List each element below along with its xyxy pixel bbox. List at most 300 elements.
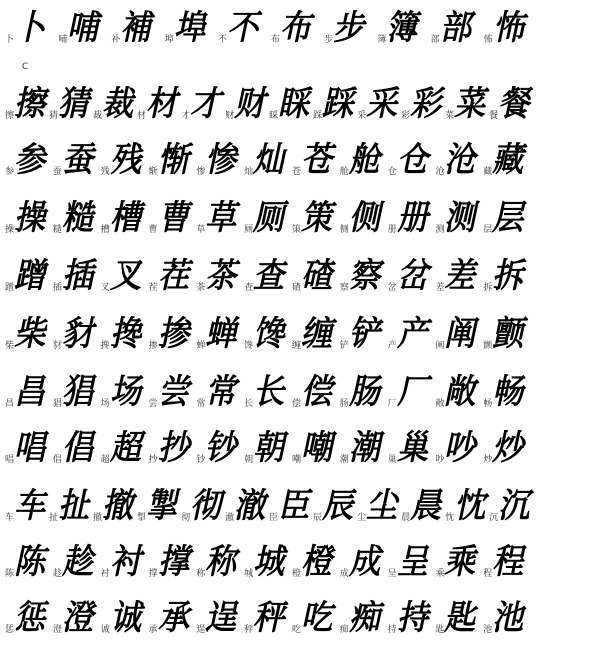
- cursive-char: 埠: [171, 8, 211, 48]
- cursive-char: 秤: [251, 598, 291, 638]
- cursive-char: 材: [144, 84, 183, 124]
- char-pair: [339, 140, 386, 180]
- char-pair: [387, 598, 434, 638]
- standard-char: 猜: [49, 111, 59, 121]
- char-pair: [291, 542, 338, 582]
- cursive-char: 偿: [299, 372, 338, 412]
- standard-char: 吵: [435, 455, 445, 465]
- standard-char: 池: [483, 625, 493, 635]
- char-pair: [4, 486, 51, 526]
- char-pair: [482, 140, 530, 180]
- standard-char: 蝉: [196, 341, 206, 351]
- standard-char: 豺: [52, 341, 62, 351]
- cursive-char: 巢: [394, 428, 434, 468]
- standard-char: 潮: [339, 455, 349, 465]
- standard-char: 澈: [225, 513, 235, 523]
- char-pair: [400, 84, 448, 124]
- standard-char: 程: [483, 569, 493, 579]
- cursive-char: 尘: [364, 486, 404, 526]
- standard-char: 裁: [93, 111, 103, 121]
- char-pair: [339, 256, 386, 296]
- cursive-char: 插: [59, 256, 99, 296]
- cursive-char: 不: [224, 8, 264, 48]
- char-pair: [291, 140, 338, 180]
- standard-char: 阐: [435, 341, 445, 351]
- char-pair: [387, 198, 434, 238]
- cursive-char: 厕: [251, 198, 291, 238]
- cursive-char: 睬: [276, 84, 316, 124]
- char-pair: [100, 428, 147, 468]
- cursive-char: 呈: [394, 542, 434, 582]
- standard-char: 卜: [5, 35, 15, 45]
- char-pair: [52, 140, 99, 180]
- standard-char: 乘: [435, 569, 445, 579]
- standard-char: 昌: [5, 399, 15, 409]
- cursive-char: 层: [490, 198, 530, 238]
- char-pair: [488, 486, 536, 526]
- standard-char: 仓: [387, 167, 397, 177]
- standard-char: 常: [196, 399, 206, 409]
- cursive-char: 草: [203, 198, 243, 238]
- standard-char: 长: [244, 399, 254, 409]
- char-pair: [195, 140, 243, 180]
- cursive-char: 程: [490, 542, 530, 582]
- standard-char: 诚: [100, 625, 110, 635]
- cursive-char: 痴: [346, 598, 386, 638]
- standard-char: 超: [100, 455, 110, 465]
- standard-char: 掣: [137, 513, 147, 523]
- standard-char: 沧: [435, 167, 445, 177]
- standard-char: 查: [244, 283, 254, 293]
- cursive-char: 仓: [394, 140, 434, 180]
- char-pair: [224, 486, 272, 526]
- char-pair: [52, 198, 99, 238]
- cursive-char: 猖: [59, 372, 99, 412]
- cursive-char: 茶: [203, 256, 243, 296]
- standard-char: 策: [291, 225, 301, 235]
- char-pair: [147, 198, 195, 238]
- standard-char: 槽: [100, 225, 110, 235]
- standard-char: 巢: [387, 455, 397, 465]
- char-row: [4, 76, 598, 124]
- char-pair: [312, 84, 360, 124]
- cursive-char: 惩: [12, 598, 51, 638]
- cursive-char: 舱: [346, 140, 386, 180]
- standard-char: 晨: [401, 513, 411, 523]
- standard-char: 厂: [387, 399, 397, 409]
- char-pair: [482, 256, 530, 296]
- standard-char: 草: [196, 225, 206, 235]
- standard-char: 舱: [339, 167, 349, 177]
- char-pair: [434, 428, 482, 468]
- cursive-char: 部: [437, 8, 477, 48]
- char-pair: [434, 140, 482, 180]
- char-pair: [100, 598, 147, 638]
- cursive-char: 掺: [155, 314, 195, 354]
- char-pair: [4, 256, 51, 296]
- char-pair: [136, 486, 183, 526]
- cursive-char: 補: [118, 8, 158, 48]
- cursive-char: 叉: [107, 256, 147, 296]
- char-pair: [483, 8, 530, 48]
- char-pair: [339, 372, 386, 412]
- char-pair: [100, 256, 147, 296]
- char-pair: [195, 542, 243, 582]
- char-pair: [243, 598, 291, 638]
- standard-char: 布: [271, 35, 281, 45]
- char-pair: [323, 8, 371, 48]
- cursive-char: 岔: [394, 256, 434, 296]
- char-pair: [482, 198, 530, 238]
- standard-char: 苍: [291, 167, 301, 177]
- cursive-char: 残: [107, 140, 147, 180]
- cursive-char: 藏: [490, 140, 530, 180]
- standard-char: 衬: [100, 569, 110, 579]
- standard-char: 掺: [148, 341, 158, 351]
- cursive-char: 衬: [107, 542, 147, 582]
- char-pair: [147, 140, 195, 180]
- char-pair: [52, 598, 99, 638]
- cursive-char: 沉: [496, 486, 536, 526]
- char-pair: [243, 256, 291, 296]
- standard-char: 不: [217, 35, 227, 45]
- cursive-char: 撤: [100, 486, 139, 526]
- cursive-char: 猜: [56, 84, 95, 124]
- char-pair: [356, 486, 404, 526]
- cursive-char: 吵: [442, 428, 482, 468]
- standard-char: 测: [435, 225, 445, 235]
- cursive-char: 畅: [490, 372, 530, 412]
- standard-char: 才: [181, 111, 191, 121]
- standard-char: 澄: [52, 625, 62, 635]
- cursive-char: 蝉: [203, 314, 243, 354]
- cursive-char: 持: [394, 598, 434, 638]
- standard-char: 橙: [291, 569, 301, 579]
- standard-char: 嘲: [291, 455, 301, 465]
- standard-char: 哺: [58, 35, 68, 45]
- char-pair: [4, 314, 51, 354]
- char-pair: [434, 372, 482, 412]
- char-pair: [195, 256, 243, 296]
- char-pair: [100, 542, 147, 582]
- char-pair: [195, 314, 243, 354]
- char-pair: [92, 486, 139, 526]
- cursive-char: 肠: [346, 372, 386, 412]
- standard-char: 颤: [483, 341, 493, 351]
- cursive-char: 陈: [12, 542, 51, 582]
- cursive-char: 嘲: [299, 428, 338, 468]
- cursive-char: 尝: [155, 372, 195, 412]
- cursive-char: 参: [12, 140, 51, 180]
- standard-char: 步: [324, 35, 334, 45]
- standard-char: 茬: [148, 283, 158, 293]
- cursive-char: 厂: [394, 372, 434, 412]
- char-pair: [430, 8, 477, 48]
- cursive-char: 承: [155, 598, 195, 638]
- char-pair: [147, 598, 195, 638]
- char-pair: [4, 428, 51, 468]
- char-pair: [482, 428, 530, 468]
- cursive-char: 昌: [12, 372, 51, 412]
- cursive-char: 哺: [65, 8, 105, 48]
- char-pair: [52, 372, 99, 412]
- standard-char: 插: [52, 283, 62, 293]
- cursive-char: 唱: [12, 428, 51, 468]
- cursive-char: 敞: [442, 372, 482, 412]
- standard-char: 钞: [196, 455, 206, 465]
- char-pair: [52, 428, 99, 468]
- standard-char: 猖: [52, 399, 62, 409]
- char-pair: [268, 486, 316, 526]
- section-marker: C: [22, 62, 29, 72]
- cursive-char: 搀: [107, 314, 147, 354]
- standard-char: 彻: [181, 513, 191, 523]
- cursive-char: 茬: [155, 256, 195, 296]
- cursive-char: 逞: [203, 598, 243, 638]
- char-pair: [488, 84, 536, 124]
- char-pair: [243, 140, 291, 180]
- standard-char: 畅: [483, 399, 493, 409]
- cursive-char: 馋: [251, 314, 291, 354]
- standard-char: 餐: [489, 111, 499, 121]
- cursive-char: 趁: [59, 542, 99, 582]
- char-pair: [387, 542, 434, 582]
- cursive-char: 抄: [155, 428, 195, 468]
- char-pair: [52, 542, 99, 582]
- char-pair: [339, 198, 386, 238]
- standard-char: 肠: [339, 399, 349, 409]
- cursive-char: 忱: [452, 486, 492, 526]
- cursive-char: 称: [203, 542, 243, 582]
- standard-char: 痴: [339, 625, 349, 635]
- standard-char: 倡: [52, 455, 62, 465]
- char-pair: [4, 84, 51, 124]
- char-pair: [195, 428, 243, 468]
- char-pair: [147, 372, 195, 412]
- char-row: [4, 190, 598, 238]
- char-pair: [147, 428, 195, 468]
- char-pair: [180, 84, 228, 124]
- cursive-char: 倡: [59, 428, 99, 468]
- char-pair: [339, 542, 386, 582]
- char-pair: [4, 542, 51, 582]
- char-pair: [339, 428, 386, 468]
- standard-char: 撑: [148, 569, 158, 579]
- char-pair: [434, 542, 482, 582]
- standard-char: 糙: [52, 225, 62, 235]
- cursive-char: 策: [299, 198, 338, 238]
- char-pair: [291, 314, 338, 354]
- char-pair: [52, 256, 99, 296]
- char-pair: [339, 314, 386, 354]
- standard-char: 扯: [49, 513, 59, 523]
- cursive-char: 缠: [299, 314, 338, 354]
- cursive-char: 彻: [188, 486, 228, 526]
- cursive-char: 场: [107, 372, 147, 412]
- standard-char: 尘: [357, 513, 367, 523]
- char-pair: [4, 8, 51, 48]
- cursive-char: 布: [278, 8, 317, 48]
- standard-char: 采: [357, 111, 367, 121]
- cursive-char: 才: [188, 84, 228, 124]
- cursive-char: 苍: [299, 140, 338, 180]
- char-pair: [291, 372, 338, 412]
- char-pair: [434, 598, 482, 638]
- char-row: [4, 306, 598, 354]
- cursive-char: 长: [251, 372, 291, 412]
- cursive-char: 炒: [490, 428, 530, 468]
- standard-char: 城: [244, 569, 254, 579]
- char-pair: [4, 372, 51, 412]
- standard-char: 睬: [269, 111, 279, 121]
- cursive-char: 菜: [452, 84, 492, 124]
- standard-char: 残: [100, 167, 110, 177]
- standard-char: 成: [339, 569, 349, 579]
- cursive-char: 吃: [299, 598, 338, 638]
- standard-char: 藏: [483, 167, 493, 177]
- char-row: [4, 590, 598, 638]
- standard-char: 材: [137, 111, 147, 121]
- standard-char: 碴: [291, 283, 301, 293]
- char-row: [4, 534, 598, 582]
- cursive-char: 诚: [107, 598, 147, 638]
- char-pair: [147, 256, 195, 296]
- cursive-char: 匙: [442, 598, 482, 638]
- cursive-char: 掣: [144, 486, 183, 526]
- cursive-char: 簿: [384, 8, 424, 48]
- cursive-char: 成: [346, 542, 386, 582]
- standard-char: 部: [430, 35, 440, 45]
- char-pair: [270, 8, 317, 48]
- char-pair: [48, 84, 95, 124]
- cursive-char: 铲: [346, 314, 386, 354]
- char-pair: [243, 198, 291, 238]
- char-pair: [312, 486, 360, 526]
- char-pair: [52, 314, 99, 354]
- standard-char: 蚕: [52, 167, 62, 177]
- char-pair: [4, 598, 51, 638]
- char-pair: [243, 428, 291, 468]
- char-pair: [376, 8, 424, 48]
- standard-char: 惨: [196, 167, 206, 177]
- cursive-char: 怖: [490, 8, 530, 48]
- standard-char: 偿: [291, 399, 301, 409]
- char-pair: [268, 84, 316, 124]
- standard-char: 趁: [52, 569, 62, 579]
- cursive-char: 操: [12, 198, 51, 238]
- cursive-char: 步: [331, 8, 371, 48]
- char-row: [4, 248, 598, 296]
- cursive-char: 彩: [408, 84, 448, 124]
- standard-char: 炒: [483, 455, 493, 465]
- cursive-char: 晨: [408, 486, 448, 526]
- char-pair: [243, 372, 291, 412]
- cursive-char: 蹭: [12, 256, 51, 296]
- cursive-char: 财: [232, 84, 272, 124]
- standard-char: 搀: [100, 341, 110, 351]
- cursive-char: 灿: [251, 140, 291, 180]
- char-pair: [4, 198, 51, 238]
- standard-char: 产: [387, 341, 397, 351]
- char-pair: [387, 314, 434, 354]
- char-pair: [291, 598, 338, 638]
- cursive-char: 卜: [12, 8, 51, 48]
- char-row: [4, 0, 598, 48]
- standard-char: 操: [5, 225, 15, 235]
- char-pair: [444, 84, 492, 124]
- standard-char: 忱: [445, 513, 455, 523]
- cursive-char: 拆: [490, 256, 530, 296]
- standard-char: 岔: [387, 283, 397, 293]
- standard-char: 柴: [5, 341, 15, 351]
- cursive-char: 察: [346, 256, 386, 296]
- cursive-char: 侧: [346, 198, 386, 238]
- char-pair: [387, 428, 434, 468]
- cursive-char: 沧: [442, 140, 482, 180]
- standard-char: 差: [435, 283, 445, 293]
- char-row: [4, 132, 598, 180]
- char-pair: [136, 84, 183, 124]
- cursive-char: 澄: [59, 598, 99, 638]
- cursive-char: 臣: [276, 486, 316, 526]
- standard-char: 抄: [148, 455, 158, 465]
- char-pair: [482, 598, 530, 638]
- cursive-char: 柴: [12, 314, 51, 354]
- cursive-char: 裁: [100, 84, 139, 124]
- char-pair: [387, 140, 434, 180]
- standard-char: 补: [111, 35, 121, 45]
- standard-char: 册: [387, 225, 397, 235]
- cursive-char: 车: [12, 486, 51, 526]
- standard-char: 陈: [5, 569, 15, 579]
- char-pair: [243, 542, 291, 582]
- standard-char: 蹭: [5, 283, 15, 293]
- char-pair: [110, 8, 158, 48]
- cursive-char: 乘: [442, 542, 482, 582]
- standard-char: 财: [225, 111, 235, 121]
- standard-char: 叉: [100, 283, 110, 293]
- cursive-char: 餐: [496, 84, 536, 124]
- char-pair: [387, 372, 434, 412]
- standard-char: 逞: [196, 625, 206, 635]
- standard-char: 呈: [387, 569, 397, 579]
- char-pair: [195, 198, 243, 238]
- standard-char: 持: [387, 625, 397, 635]
- cursive-char: 扯: [56, 486, 95, 526]
- cursive-char: 钞: [203, 428, 243, 468]
- cursive-char: 册: [394, 198, 434, 238]
- char-pair: [291, 428, 338, 468]
- standard-char: 簿: [377, 35, 387, 45]
- char-pair: [147, 314, 195, 354]
- cursive-char: 澈: [232, 486, 272, 526]
- char-pair: [400, 486, 448, 526]
- standard-char: 场: [100, 399, 110, 409]
- standard-char: 灿: [244, 167, 254, 177]
- char-pair: [147, 542, 195, 582]
- standard-char: 秤: [244, 625, 254, 635]
- standard-char: 厕: [244, 225, 254, 235]
- cursive-char: 城: [251, 542, 291, 582]
- char-pair: [356, 84, 404, 124]
- cursive-char: 差: [442, 256, 482, 296]
- standard-char: 铲: [339, 341, 349, 351]
- cursive-char: 擦: [12, 84, 51, 124]
- cursive-char: 朝: [251, 428, 291, 468]
- char-pair: [482, 372, 530, 412]
- standard-char: 察: [339, 283, 349, 293]
- standard-char: 承: [148, 625, 158, 635]
